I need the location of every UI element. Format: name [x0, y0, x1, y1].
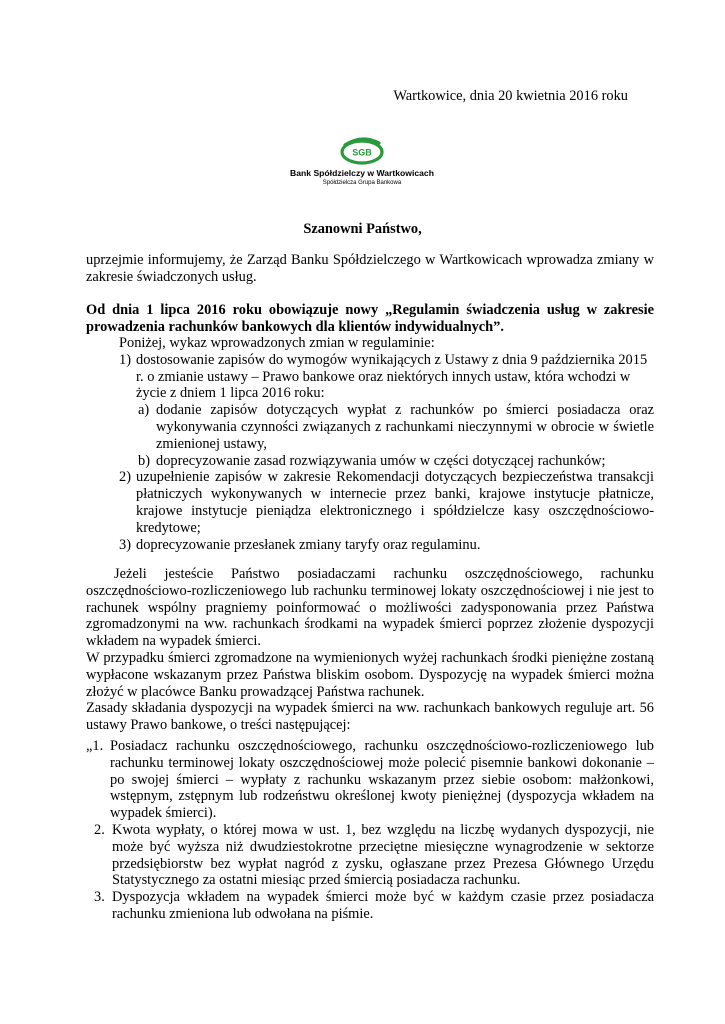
- changes-section: [86, 335, 654, 553]
- change-item: [86, 352, 654, 402]
- change-subitem: [86, 402, 654, 452]
- logo-mark-text: SGB: [352, 147, 372, 158]
- date-line: Wartkowice, dnia 20 kwietnia 2016 roku: [393, 88, 628, 104]
- intro-paragraph: uprzejmie informujemy, że Zarząd Banku Spółdzielczego w Wartkowicach wprowadza zmiany w zakresie świadczonych usług.: [86, 252, 654, 285]
- change-item: [86, 469, 654, 536]
- headline-paragraph: Od dnia 1 lipca 2016 roku obowiązuje nowy „Regulamin świadczenia usług w zakresie prowadzenia rachunków bankowych dla klientów indywidualnych”.: [86, 302, 654, 335]
- bank-group-name: Spółdzielcza Grupa Bankowa: [322, 180, 402, 186]
- death-paragraph: W przypadku śmierci zgromadzone na wymienionych wyżej rachunkach środki pieniężne zostaną wypłacone wskazanym przez Państwa bliskim osobom. Dyspozycję na wypadek śmierci można złożyć w placówce Banku prowadzącej Państwa rachunek.: [86, 649, 654, 700]
- change-number: 3): [119, 536, 131, 553]
- change-number: 2): [119, 469, 131, 486]
- changes-intro: Poniżej, wykaz wprowadzonych zmian w regulaminie:: [119, 335, 435, 351]
- change-item: [86, 537, 654, 554]
- law-point-text: Kwota wypłaty, o której mowa w ust. 1, bez względu na liczbę wydanych dyspozycji, nie może być wyższa niż dwudziestokrotne przeciętne miesięczne wynagrodzenie w sektorze przedsiębiorstw bez wypłat nagród z zysku, ogłaszane przez Prezesa Głównego Urzędu Statystycznego za ostatni miesiąc przed śmiercią posiadacza rachunku.: [112, 821, 654, 889]
- law-point: [86, 738, 654, 822]
- sgb-logo-icon: [339, 136, 385, 166]
- change-text: doprecyzowanie przesłanek zmiany taryfy oraz regulaminu.: [136, 536, 481, 553]
- law-point: [86, 822, 654, 889]
- accounts-paragraph: Jeżeli jesteście Państwo posiadaczami rachunku oszczędnościowego, rachunku oszczędnościowo-rozliczeniowego lub rachunku terminowej lokaty oszczędnościowej i nie jest to rachunek wspólny pragniemy poinformować o możliwości zadysponowania przez Państwa zgromadzonymi na ww. rachunkach środkami na wypadek śmierci poprzez złożenie dyspozycji wkładem na wypadek śmierci.: [86, 566, 654, 650]
- bank-name: Bank Spółdzielczy w Wartkowicach: [290, 168, 434, 178]
- law-point-number: „1.: [86, 738, 104, 754]
- disposition-section: [86, 566, 654, 734]
- greeting: Szanowni Państwo,: [303, 221, 422, 237]
- law-point-number: 3.: [94, 889, 105, 906]
- law-point-number: 2.: [94, 821, 105, 838]
- subitem-letter: a): [138, 402, 150, 419]
- change-subitem: [86, 453, 654, 470]
- subitem-text: doprecyzowanie zasad rozwiązywania umów w części dotyczącej rachunków;: [156, 452, 606, 469]
- subitem-text: dodanie zapisów dotyczących wypłat z rachunków po śmierci posiadacza oraz wykonywania czynności związanych z rachunkami nieczynnymi w obrocie w świetle zmienionej ustawy,: [156, 402, 654, 452]
- change-text: dostosowanie zapisów do wymogów wynikających z Ustawy z dnia 9 października 2015 r. o zmianie ustawy – Prawo bankowe oraz niektórych innych ustaw, która wchodzi w życie z dniem 1 lipca 2016 roku:: [136, 351, 648, 402]
- law-point-text: Posiadacz rachunku oszczędnościowego, rachunku oszczędnościowo-rozliczeniowego lub rachunku terminowej lokaty oszczędnościowej może polecić pisemnie bankowi dokonanie – po swojej śmierci – wypłaty z rachunku wskazanym przez siebie osobom: małżonkowi, wstępnym, zstępnym lub rodzeństwu określonej kwoty pieniężnej (dyspozycja wkładem na wypadek śmierci).: [110, 738, 654, 822]
- subitem-letter: b): [138, 452, 150, 469]
- law-point-text: Dyspozycja wkładem na wypadek śmierci może być w każdym czasie przez posiadacza rachunku zmieniona lub odwołana na piśmie.: [112, 889, 654, 922]
- change-number: 1): [119, 351, 131, 368]
- change-text: uzupełnienie zapisów w zakresie Rekomendacji dotyczących bezpieczeństwa transakcji płatniczych wykonywanych w internecie przez banki, krajowe instytucje płatnicze, krajowe instytucje pieniądza elektronicznego i spółdzielcze kasy oszczędnościowo-kredytowe;: [136, 469, 654, 536]
- law-point: [86, 889, 654, 923]
- rules-paragraph: Zasady składania dyspozycji na wypadek śmierci na ww. rachunkach bankowych reguluje art. 56 ustawy Prawo bankowe, o treści następującej:: [86, 700, 654, 734]
- law-quote: [86, 738, 654, 923]
- bank-logo: [288, 136, 436, 188]
